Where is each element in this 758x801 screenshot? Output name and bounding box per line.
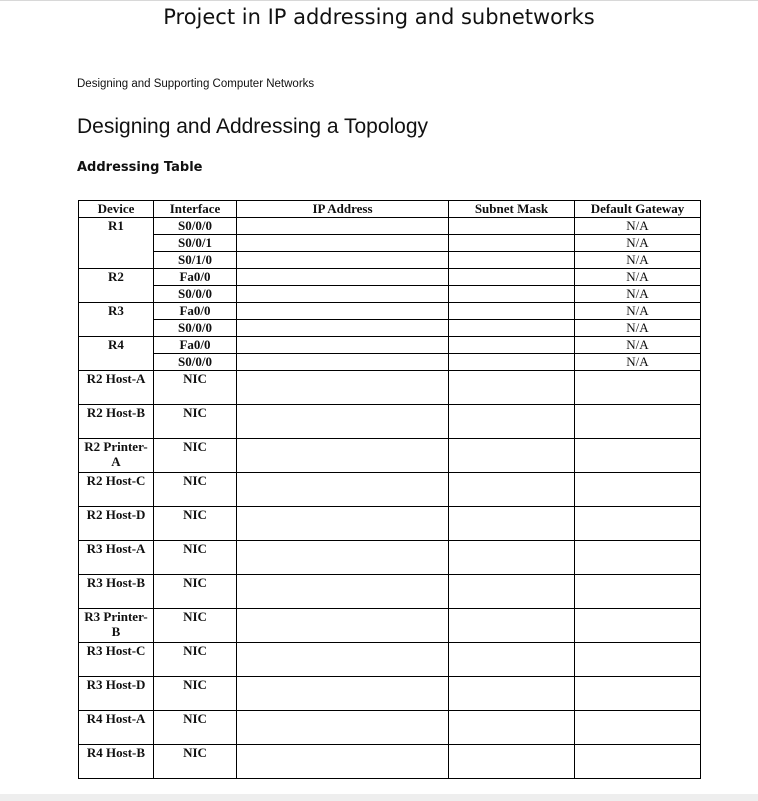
header-interface: Interface — [154, 201, 237, 218]
subnet-mask-cell[interactable] — [449, 405, 575, 439]
device-cell: R3 Printer-B — [79, 609, 154, 643]
default-gateway-cell: N/A — [575, 303, 701, 320]
device-cell: R1 — [79, 218, 154, 269]
interface-cell: NIC — [154, 677, 237, 711]
default-gateway-cell: N/A — [575, 320, 701, 337]
table-row — [79, 269, 701, 286]
table-row — [79, 507, 701, 541]
device-cell: R4 Host-B — [79, 745, 154, 779]
subnet-mask-cell[interactable] — [449, 677, 575, 711]
table-row — [79, 354, 701, 371]
ip-address-cell[interactable] — [237, 405, 449, 439]
ip-address-cell[interactable] — [237, 354, 449, 371]
table-row — [79, 541, 701, 575]
default-gateway-cell[interactable] — [575, 643, 701, 677]
subnet-mask-cell[interactable] — [449, 439, 575, 473]
table-row — [79, 286, 701, 303]
subnet-mask-cell[interactable] — [449, 354, 575, 371]
subnet-mask-cell[interactable] — [449, 575, 575, 609]
interface-cell: NIC — [154, 507, 237, 541]
interface-cell: Fa0/0 — [154, 303, 237, 320]
interface-cell: NIC — [154, 439, 237, 473]
table-row — [79, 745, 701, 779]
device-cell: R2 Host-C — [79, 473, 154, 507]
document-title: Project in IP addressing and subnetworks — [163, 5, 595, 29]
subnet-mask-cell[interactable] — [449, 303, 575, 320]
default-gateway-cell: N/A — [575, 354, 701, 371]
ip-address-cell[interactable] — [237, 643, 449, 677]
interface-cell: NIC — [154, 609, 237, 643]
lab-title: Designing and Addressing a Topology — [77, 115, 429, 138]
ip-address-cell[interactable] — [237, 371, 449, 405]
course-name: Designing and Supporting Computer Networks — [77, 78, 315, 90]
default-gateway-cell: N/A — [575, 218, 701, 235]
subnet-mask-cell[interactable] — [449, 371, 575, 405]
interface-cell: S0/0/0 — [154, 218, 237, 235]
ip-address-cell[interactable] — [237, 235, 449, 252]
default-gateway-cell[interactable] — [575, 575, 701, 609]
subnet-mask-cell[interactable] — [449, 218, 575, 235]
subnet-mask-cell[interactable] — [449, 541, 575, 575]
device-cell: R3 Host-B — [79, 575, 154, 609]
ip-address-cell[interactable] — [237, 320, 449, 337]
table-row — [79, 303, 701, 320]
table-row — [79, 439, 701, 473]
header-subnet-mask: Subnet Mask — [449, 201, 575, 218]
ip-address-cell[interactable] — [237, 609, 449, 643]
subnet-mask-cell[interactable] — [449, 252, 575, 269]
ip-address-cell[interactable] — [237, 473, 449, 507]
interface-cell: S0/0/1 — [154, 235, 237, 252]
interface-cell: Fa0/0 — [154, 269, 237, 286]
device-cell: R2 Host-B — [79, 405, 154, 439]
subnet-mask-cell[interactable] — [449, 507, 575, 541]
interface-cell: NIC — [154, 643, 237, 677]
ip-address-cell[interactable] — [237, 541, 449, 575]
device-cell: R2 Printer-A — [79, 439, 154, 473]
page-bottom-edge — [0, 794, 758, 801]
header-device: Device — [79, 201, 154, 218]
table-row — [79, 252, 701, 269]
device-cell: R3 Host-D — [79, 677, 154, 711]
interface-cell: NIC — [154, 371, 237, 405]
interface-cell: Fa0/0 — [154, 337, 237, 354]
interface-cell: S0/0/0 — [154, 354, 237, 371]
ip-address-cell[interactable] — [237, 507, 449, 541]
ip-address-cell[interactable] — [237, 337, 449, 354]
table-row — [79, 320, 701, 337]
table-row — [79, 711, 701, 745]
interface-cell: S0/0/0 — [154, 286, 237, 303]
section-heading: Addressing Table — [77, 160, 203, 175]
ip-address-cell[interactable] — [237, 575, 449, 609]
addressing-table — [78, 200, 701, 779]
device-cell: R4 Host-A — [79, 711, 154, 745]
default-gateway-cell[interactable] — [575, 677, 701, 711]
table-row — [79, 337, 701, 354]
device-cell: R2 Host-A — [79, 371, 154, 405]
subnet-mask-cell[interactable] — [449, 337, 575, 354]
table-header-row — [79, 201, 701, 218]
device-cell: R2 — [79, 269, 154, 303]
default-gateway-cell[interactable] — [575, 609, 701, 643]
ip-address-cell[interactable] — [237, 711, 449, 745]
default-gateway-cell[interactable] — [575, 745, 701, 779]
default-gateway-cell[interactable] — [575, 371, 701, 405]
device-cell: R2 Host-D — [79, 507, 154, 541]
interface-cell: S0/1/0 — [154, 252, 237, 269]
default-gateway-cell[interactable] — [575, 711, 701, 745]
device-cell: R3 — [79, 303, 154, 337]
ip-address-cell[interactable] — [237, 439, 449, 473]
subnet-mask-cell[interactable] — [449, 643, 575, 677]
default-gateway-cell[interactable] — [575, 507, 701, 541]
ip-address-cell[interactable] — [237, 677, 449, 711]
interface-cell: NIC — [154, 575, 237, 609]
table-row — [79, 235, 701, 252]
subnet-mask-cell[interactable] — [449, 711, 575, 745]
ip-address-cell[interactable] — [237, 252, 449, 269]
device-cell: R3 Host-C — [79, 643, 154, 677]
subnet-mask-cell[interactable] — [449, 745, 575, 779]
default-gateway-cell: N/A — [575, 252, 701, 269]
default-gateway-cell: N/A — [575, 337, 701, 354]
interface-cell: S0/0/0 — [154, 320, 237, 337]
device-cell: R3 Host-A — [79, 541, 154, 575]
header-ip-address: IP Address — [237, 201, 449, 218]
ip-address-cell[interactable] — [237, 745, 449, 779]
default-gateway-cell: N/A — [575, 269, 701, 286]
table-row — [79, 473, 701, 507]
table-row — [79, 677, 701, 711]
ip-address-cell[interactable] — [237, 286, 449, 303]
ip-address-cell[interactable] — [237, 218, 449, 235]
table-row — [79, 643, 701, 677]
table-body — [79, 218, 701, 779]
interface-cell: NIC — [154, 541, 237, 575]
subnet-mask-cell[interactable] — [449, 286, 575, 303]
ip-address-cell[interactable] — [237, 303, 449, 320]
default-gateway-cell: N/A — [575, 235, 701, 252]
interface-cell: NIC — [154, 405, 237, 439]
interface-cell: NIC — [154, 745, 237, 779]
interface-cell: NIC — [154, 473, 237, 507]
device-cell: R4 — [79, 337, 154, 371]
default-gateway-cell[interactable] — [575, 405, 701, 439]
table-row — [79, 609, 701, 643]
ip-address-cell[interactable] — [237, 269, 449, 286]
default-gateway-cell[interactable] — [575, 541, 701, 575]
table-row — [79, 371, 701, 405]
default-gateway-cell[interactable] — [575, 473, 701, 507]
subnet-mask-cell[interactable] — [449, 473, 575, 507]
table-row — [79, 405, 701, 439]
header-default-gateway: Default Gateway — [575, 201, 701, 218]
table-row — [79, 218, 701, 235]
table-row — [79, 575, 701, 609]
default-gateway-cell[interactable] — [575, 439, 701, 473]
subnet-mask-cell[interactable] — [449, 269, 575, 286]
interface-cell: NIC — [154, 711, 237, 745]
subnet-mask-cell[interactable] — [449, 320, 575, 337]
default-gateway-cell: N/A — [575, 286, 701, 303]
subnet-mask-cell[interactable] — [449, 609, 575, 643]
subnet-mask-cell[interactable] — [449, 235, 575, 252]
